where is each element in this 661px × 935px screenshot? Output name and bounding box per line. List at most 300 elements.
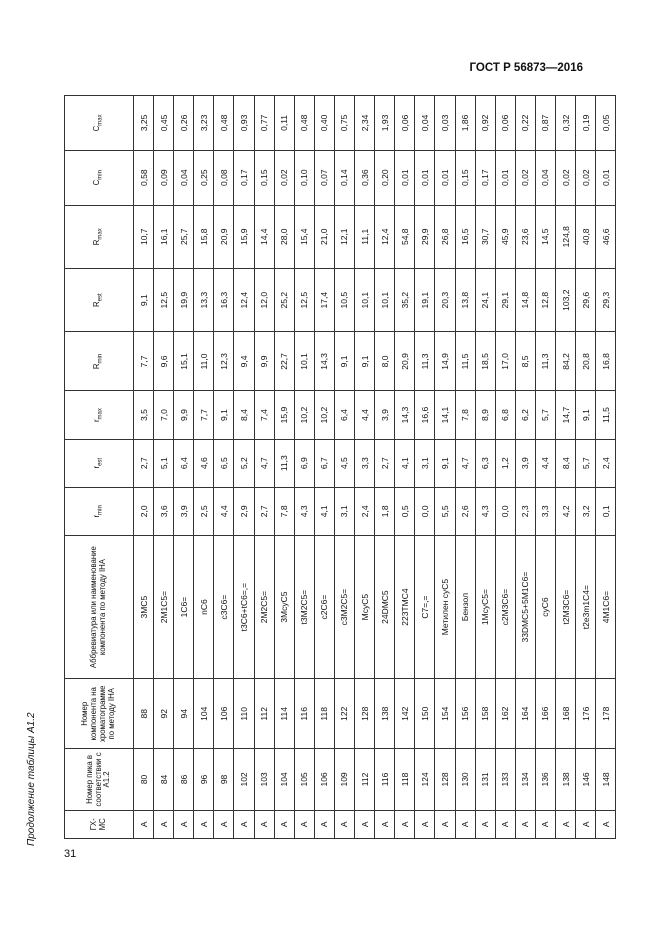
table-cell: А	[375, 810, 395, 838]
table-row	[455, 96, 475, 839]
table-cell: 10,7	[134, 205, 154, 268]
table-cell: 14,7	[555, 391, 575, 439]
table-cell: 25,2	[274, 268, 294, 331]
column-header-label: R	[92, 301, 102, 308]
table-cell: 14,5	[535, 205, 555, 268]
table-cell: 0,20	[375, 150, 395, 205]
table-row	[254, 96, 274, 839]
table-cell: 84,2	[555, 332, 575, 391]
table-cell: 0,5	[395, 487, 415, 535]
table-cell: 98	[214, 749, 234, 810]
table-cell: 14,9	[435, 332, 455, 391]
column-header-label: ГХ-МС	[89, 818, 107, 831]
table-cell: 24DMC5	[375, 535, 395, 678]
table-cell: 15,8	[194, 205, 214, 268]
table-cell: 3,25	[134, 96, 154, 151]
table-cell: 0,02	[515, 150, 535, 205]
data-table	[64, 95, 616, 839]
table-cell: 124	[415, 749, 435, 810]
column-header-subscript: max	[97, 228, 104, 240]
table-cell: 7,0	[154, 391, 174, 439]
table-cell: 0,06	[395, 96, 415, 151]
table-cell: 1,8	[375, 487, 395, 535]
column-header-label: r	[92, 419, 102, 423]
table-cell: 156	[455, 679, 475, 749]
table-cell: 0,19	[576, 96, 596, 151]
table-cell: 2M2C5=	[254, 535, 274, 678]
table-cell: 11,3	[274, 439, 294, 487]
table-cell: 11,5	[455, 332, 475, 391]
table-cell: 0,03	[435, 96, 455, 151]
table-cell: t3M2C5=	[294, 535, 314, 678]
table-row	[596, 96, 616, 839]
table-cell: 16,1	[154, 205, 174, 268]
table-cell: 5,2	[234, 439, 254, 487]
table-cell: 2,4	[596, 439, 616, 487]
table-row	[274, 96, 294, 839]
table-cell: 118	[314, 679, 334, 749]
table-cell: t3C6+tC6=,=	[234, 535, 254, 678]
table-cell: 8,4	[555, 439, 575, 487]
table-cell: 17,0	[495, 332, 515, 391]
table-cell: 4,6	[194, 439, 214, 487]
table-cell: c3C6=	[214, 535, 234, 678]
table-cell: 35,2	[395, 268, 415, 331]
table-cell: 46,6	[596, 205, 616, 268]
table-row	[154, 96, 174, 839]
table-cell: 2,5	[194, 487, 214, 535]
table-row	[535, 96, 555, 839]
column-header-label: Аббревиатура или наименование компонента по методу IHA	[89, 546, 107, 669]
table-cell: 6,3	[475, 439, 495, 487]
column-header-subscript: min	[97, 170, 104, 180]
table-cell: А	[274, 810, 294, 838]
table-cell: 1,2	[495, 439, 515, 487]
table-cell: 12,5	[154, 268, 174, 331]
table-cell: 15,9	[234, 205, 254, 268]
table-cell: 21,0	[314, 205, 334, 268]
table-cell: 4,1	[395, 439, 415, 487]
table-cell: 11,3	[535, 332, 555, 391]
table-cell: 150	[415, 679, 435, 749]
table-cell: 84	[154, 749, 174, 810]
table-cell: 0,40	[314, 96, 334, 151]
table-cell: 0,93	[234, 96, 254, 151]
table-cell: 154	[435, 679, 455, 749]
page-number: 31	[64, 848, 77, 860]
table-cell: 33DMC5+5M1C6=	[515, 535, 535, 678]
table-cell: 13,3	[194, 268, 214, 331]
table-cell: 6,9	[294, 439, 314, 487]
table-cell: 6,4	[174, 439, 194, 487]
table-cell: 148	[596, 749, 616, 810]
table-cell: А	[475, 810, 495, 838]
table-cell: 168	[555, 679, 575, 749]
column-header	[65, 268, 134, 331]
table-cell: 3,1	[334, 487, 354, 535]
table-cell: А	[515, 810, 535, 838]
table-cell: 0,11	[274, 96, 294, 151]
table-cell: 9,1	[355, 332, 375, 391]
table-cell: 15,1	[174, 332, 194, 391]
table-cell: 0,01	[495, 150, 515, 205]
table-body	[134, 96, 616, 839]
table-cell: 0,04	[415, 96, 435, 151]
table-cell: 0,15	[455, 150, 475, 205]
table-cell: 10,1	[375, 268, 395, 331]
table-row	[234, 96, 254, 839]
table-cell: 9,9	[254, 332, 274, 391]
table-cell: 0,09	[154, 150, 174, 205]
table-cell: 3,9	[375, 391, 395, 439]
table-cell: 0,32	[555, 96, 575, 151]
table-cell: 0,06	[495, 96, 515, 151]
table-row	[435, 96, 455, 839]
column-header	[65, 391, 134, 439]
table-cell: 106	[314, 749, 334, 810]
table-cell: 116	[375, 749, 395, 810]
table-cell: 109	[334, 749, 354, 810]
table-cell: 3,1	[415, 439, 435, 487]
table-cell: 0,77	[254, 96, 274, 151]
table-cell: 7,8	[274, 487, 294, 535]
column-header-subscript: max	[97, 114, 104, 126]
table-cell: 12,1	[334, 205, 354, 268]
table-cell: 118	[395, 749, 415, 810]
table-cell: 114	[274, 679, 294, 749]
table-cell: 13,8	[455, 268, 475, 331]
table-cell: 29,9	[415, 205, 435, 268]
table-row	[314, 96, 334, 839]
table-cell: 0,0	[415, 487, 435, 535]
table-cell: 14,8	[515, 268, 535, 331]
table-cell: А	[254, 810, 274, 838]
table-cell: 110	[234, 679, 254, 749]
table-cell: 0,45	[154, 96, 174, 151]
column-header	[65, 535, 134, 678]
table-cell: 0,01	[415, 150, 435, 205]
table-cell: 0,25	[194, 150, 214, 205]
table-cell: 16,3	[214, 268, 234, 331]
table-cell: nC6	[194, 535, 214, 678]
table-row	[294, 96, 314, 839]
column-header	[65, 810, 134, 838]
table-cell: 6,8	[495, 391, 515, 439]
table-cell: 4,7	[455, 439, 475, 487]
table-cell: 12,4	[375, 205, 395, 268]
table-cell: t2e3m1C4=	[576, 535, 596, 678]
table-header-row	[65, 96, 134, 839]
table-cell: 0,04	[174, 150, 194, 205]
column-header	[65, 205, 134, 268]
table-cell: 10,1	[355, 268, 375, 331]
table-cell: 12,4	[234, 268, 254, 331]
table-cell: 116	[294, 679, 314, 749]
table-cell: 124,8	[555, 205, 575, 268]
table-cell: C7=,=	[415, 535, 435, 678]
table-cell: 14,1	[435, 391, 455, 439]
table-cell: 4M1C6=	[596, 535, 616, 678]
column-header-label: R	[92, 363, 102, 370]
table-cell: 15,9	[274, 391, 294, 439]
table-cell: 3,9	[515, 439, 535, 487]
table-row	[134, 96, 154, 839]
table-cell: 0,05	[596, 96, 616, 151]
table-cell: 2,0	[134, 487, 154, 535]
table-cell: 3,2	[576, 487, 596, 535]
table-cell: 5,7	[576, 439, 596, 487]
table-cell: 23,6	[515, 205, 535, 268]
table-cell: 14,3	[395, 391, 415, 439]
table-row	[415, 96, 435, 839]
table-row	[395, 96, 415, 839]
table-cell: 2,3	[515, 487, 535, 535]
table-cell: 9,1	[134, 268, 154, 331]
table-cell: 4,3	[294, 487, 314, 535]
table-cell: 5,1	[154, 439, 174, 487]
column-header	[65, 679, 134, 749]
table-cell: c2M3C6=	[495, 535, 515, 678]
document-header-id: ГОСТ Р 56873—2016	[469, 62, 583, 74]
table-cell: 14,3	[314, 332, 334, 391]
table-cell: 166	[535, 679, 555, 749]
column-header-subscript: est	[97, 293, 104, 302]
table-cell: А	[395, 810, 415, 838]
table-row	[555, 96, 575, 839]
table-cell: А	[535, 810, 555, 838]
table-cell: А	[576, 810, 596, 838]
table-cell: 16,5	[455, 205, 475, 268]
table-cell: 4,7	[254, 439, 274, 487]
column-header	[65, 332, 134, 391]
table-cell: 2M1C5=	[154, 535, 174, 678]
table-cell: 0,01	[596, 150, 616, 205]
table-cell: 4,4	[535, 439, 555, 487]
table-cell: А	[415, 810, 435, 838]
column-header	[65, 96, 134, 151]
table-cell: 10,5	[334, 268, 354, 331]
table-row	[375, 96, 395, 839]
table-cell: 3,3	[535, 487, 555, 535]
table-cell: 178	[596, 679, 616, 749]
table-cell: 4,5	[334, 439, 354, 487]
table-cell: 10,2	[314, 391, 334, 439]
column-header-label: C	[92, 179, 102, 186]
table-cell: 0,04	[535, 150, 555, 205]
table-cell: 11,1	[355, 205, 375, 268]
table-cell: 162	[495, 679, 515, 749]
table-row	[495, 96, 515, 839]
table-cell: 0,15	[254, 150, 274, 205]
table-cell: 8,5	[515, 332, 535, 391]
table-cell: 3McyC5	[274, 535, 294, 678]
table-cell: 80	[134, 749, 154, 810]
table-caption: Продолжение таблицы А1.2	[26, 712, 37, 846]
table-cell: 1C6=	[174, 535, 194, 678]
table-cell: 9,1	[435, 439, 455, 487]
table-cell: 4,3	[475, 487, 495, 535]
table-cell: А	[294, 810, 314, 838]
table-cell: А	[355, 810, 375, 838]
column-header-subscript: est	[97, 457, 104, 466]
table-cell: 0,48	[294, 96, 314, 151]
table-cell: 26,8	[435, 205, 455, 268]
table-cell: 12,0	[254, 268, 274, 331]
table-cell: 0,02	[274, 150, 294, 205]
table-cell: 0,92	[475, 96, 495, 151]
table-cell: Метилен cyC5	[435, 535, 455, 678]
column-header-label: r	[92, 465, 102, 469]
table-cell: 0,58	[134, 150, 154, 205]
table-row	[194, 96, 214, 839]
table-cell: А	[234, 810, 254, 838]
table-cell: 0,26	[174, 96, 194, 151]
table-cell: 2,7	[254, 487, 274, 535]
table-cell: 138	[375, 679, 395, 749]
table-cell: 9,1	[214, 391, 234, 439]
column-header-label: Номер компонента на хроматограмме по методу IHA	[80, 685, 116, 743]
table-cell: 54,8	[395, 205, 415, 268]
table-cell: 11,0	[194, 332, 214, 391]
table-cell: 18,5	[475, 332, 495, 391]
table-cell: 146	[576, 749, 596, 810]
table-cell: 0,08	[214, 150, 234, 205]
table-cell: 86	[174, 749, 194, 810]
table-cell: 12,3	[214, 332, 234, 391]
table-cell: 19,1	[415, 268, 435, 331]
table-cell: 20,8	[576, 332, 596, 391]
table-cell: 106	[214, 679, 234, 749]
table-cell: 0,36	[355, 150, 375, 205]
table-cell: 9,4	[234, 332, 254, 391]
table-cell: 105	[294, 749, 314, 810]
table-cell: 9,9	[174, 391, 194, 439]
table-cell: 2,6	[455, 487, 475, 535]
table-cell: 30,7	[475, 205, 495, 268]
table-cell: 3,23	[194, 96, 214, 151]
table-cell: cyC6	[535, 535, 555, 678]
table-cell: 28,0	[274, 205, 294, 268]
table-cell: 8,9	[475, 391, 495, 439]
table-cell: 128	[435, 749, 455, 810]
table-cell: А	[435, 810, 455, 838]
table-cell: 2,34	[355, 96, 375, 151]
table-cell: 6,4	[334, 391, 354, 439]
column-header-label: Номер пика в соответствии с А1.2	[84, 752, 112, 807]
table-cell: 10,2	[294, 391, 314, 439]
table-cell: 0,1	[596, 487, 616, 535]
column-header-label: R	[92, 239, 102, 246]
table-cell: А	[455, 810, 475, 838]
table-cell: 122	[334, 679, 354, 749]
table-cell: 17,4	[314, 268, 334, 331]
table-cell: А	[334, 810, 354, 838]
table-cell: А	[314, 810, 334, 838]
table-cell: 7,7	[134, 332, 154, 391]
table-cell: 6,2	[515, 391, 535, 439]
table-cell: 24,1	[475, 268, 495, 331]
column-header-subscript: max	[97, 408, 104, 420]
column-header	[65, 487, 134, 535]
table-cell: 5,7	[535, 391, 555, 439]
table-row	[475, 96, 495, 839]
column-header	[65, 150, 134, 205]
table-cell: 11,3	[415, 332, 435, 391]
column-header-subscript: min	[97, 353, 104, 364]
table-cell: 5,5	[435, 487, 455, 535]
table-cell: А	[214, 810, 234, 838]
table-cell: 6,5	[214, 439, 234, 487]
table-cell: А	[174, 810, 194, 838]
table-cell: 0,14	[334, 150, 354, 205]
table-cell: 138	[555, 749, 575, 810]
table-cell: 0,10	[294, 150, 314, 205]
table-cell: 3,3	[355, 439, 375, 487]
table-cell: 29,1	[495, 268, 515, 331]
table-cell: 0,0	[495, 487, 515, 535]
table-cell: 7,7	[194, 391, 214, 439]
table-cell: А	[596, 810, 616, 838]
table-cell: 2,9	[234, 487, 254, 535]
table-cell: 15,4	[294, 205, 314, 268]
table-cell: 19,9	[174, 268, 194, 331]
table-cell: А	[495, 810, 515, 838]
table-cell: 102	[234, 749, 254, 810]
table-cell: 128	[355, 679, 375, 749]
table-cell: 20,3	[435, 268, 455, 331]
table-cell: 2,7	[134, 439, 154, 487]
table-cell: McyC5	[355, 535, 375, 678]
table-cell: 142	[395, 679, 415, 749]
table-cell: 223TMC4	[395, 535, 415, 678]
table-cell: 133	[495, 749, 515, 810]
table-cell: 12,5	[294, 268, 314, 331]
table-cell: 104	[194, 679, 214, 749]
table-cell: А	[555, 810, 575, 838]
column-header-label: C	[92, 125, 102, 132]
table-cell: 130	[455, 749, 475, 810]
table-cell: А	[194, 810, 214, 838]
table-cell: Бензол	[455, 535, 475, 678]
column-header-label: r	[92, 514, 102, 518]
column-header	[65, 749, 134, 810]
table-cell: 0,87	[535, 96, 555, 151]
table-row	[355, 96, 375, 839]
table-cell: 16,8	[596, 332, 616, 391]
table-cell: 9,6	[154, 332, 174, 391]
table-cell: c2C6=	[314, 535, 334, 678]
table-cell: 112	[355, 749, 375, 810]
table-cell: 4,1	[314, 487, 334, 535]
table-cell: 158	[475, 679, 495, 749]
table-cell: 0,17	[234, 150, 254, 205]
table-cell: 3,5	[134, 391, 154, 439]
table-cell: 1,86	[455, 96, 475, 151]
table-cell: А	[134, 810, 154, 838]
table-row	[515, 96, 535, 839]
table-cell: c3M2C5=	[334, 535, 354, 678]
table-row	[214, 96, 234, 839]
table-cell: 0,01	[435, 150, 455, 205]
table-cell: 3,9	[174, 487, 194, 535]
table-cell: 1McyC5=	[475, 535, 495, 678]
table-cell: 1,93	[375, 96, 395, 151]
table-cell: 0,48	[214, 96, 234, 151]
table-cell: 134	[515, 749, 535, 810]
table-row	[334, 96, 354, 839]
table-cell: 0,07	[314, 150, 334, 205]
table-cell: 25,7	[174, 205, 194, 268]
